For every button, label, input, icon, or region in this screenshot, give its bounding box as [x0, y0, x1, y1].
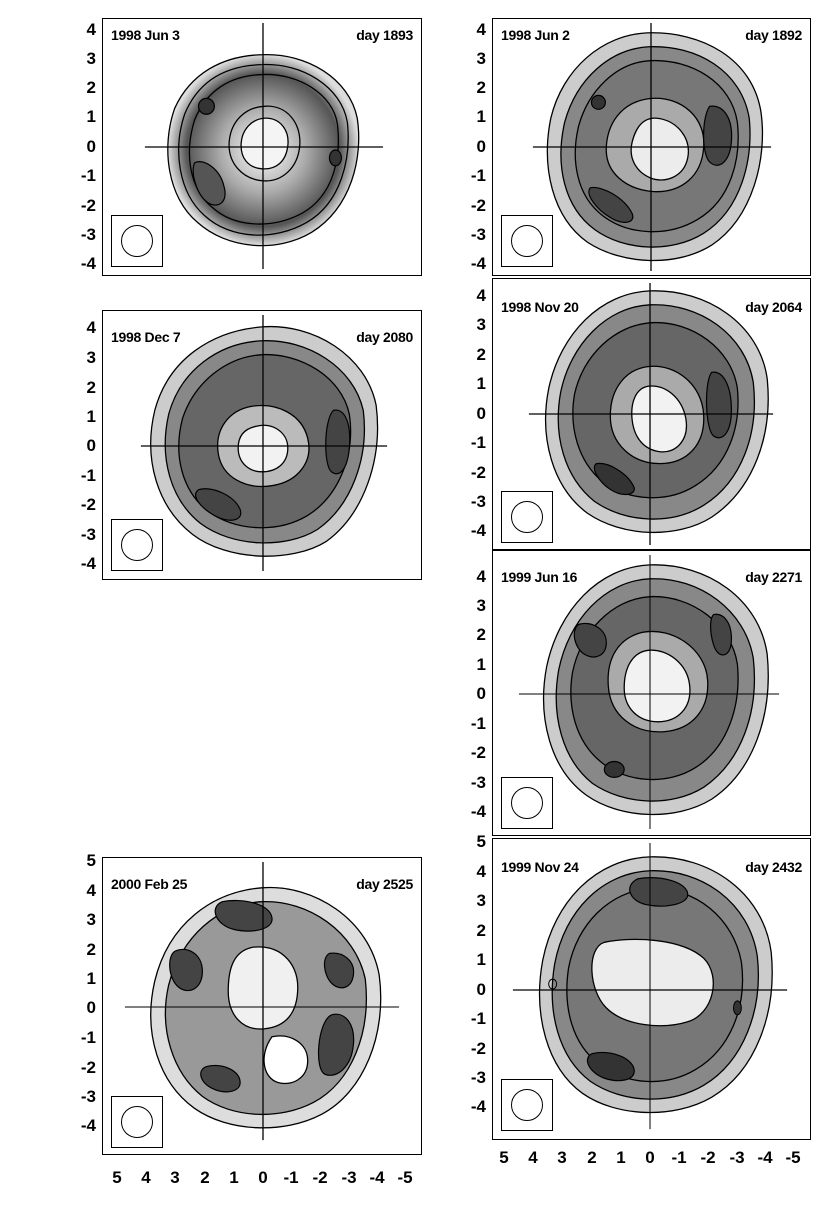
- y-tick: -3: [80, 525, 96, 544]
- day-label: day 2525: [356, 876, 413, 892]
- y-tick: -1: [470, 714, 486, 733]
- y-tick: -4: [470, 1097, 486, 1116]
- x-tick: 0: [258, 1168, 268, 1187]
- y-tick: -2: [470, 1039, 486, 1058]
- y-tick: -2: [470, 463, 486, 482]
- x-tick: -4: [757, 1148, 773, 1167]
- y-tick: -4: [80, 1116, 96, 1135]
- map-frame: [492, 18, 811, 276]
- x-tick: 4: [528, 1148, 538, 1167]
- date-label: 1998 Jun 3: [111, 27, 180, 43]
- day-label: day 2064: [745, 299, 802, 315]
- y-tick: 2: [86, 378, 96, 397]
- y-tick: 3: [86, 348, 96, 367]
- x-tick: -3: [341, 1168, 357, 1187]
- y-tick: -1: [470, 433, 486, 452]
- beam-box: [501, 215, 553, 267]
- y-tick: -1: [470, 166, 486, 185]
- x-tick: 1: [616, 1148, 626, 1167]
- y-tick: 0: [86, 998, 96, 1017]
- x-tick: 3: [557, 1148, 567, 1167]
- y-tick: 1: [476, 107, 486, 126]
- beam-box: [111, 519, 163, 571]
- y-tick: -1: [80, 1028, 96, 1047]
- y-tick: 3: [476, 49, 486, 68]
- x-tick: 1: [229, 1168, 239, 1187]
- y-tick: -2: [80, 1058, 96, 1077]
- y-tick: 3: [476, 891, 486, 910]
- y-tick: -2: [470, 743, 486, 762]
- x-tick: 4: [141, 1168, 151, 1187]
- y-tick: 4: [476, 567, 486, 586]
- y-tick: 4: [86, 318, 96, 337]
- beam-circle-icon: [511, 225, 543, 257]
- x-tick: 0: [645, 1148, 655, 1167]
- y-tick: -2: [80, 196, 96, 215]
- x-tick: -1: [283, 1168, 299, 1187]
- x-tick: 2: [200, 1168, 210, 1187]
- x-tick: -4: [369, 1168, 385, 1187]
- y-tick: -4: [470, 802, 486, 821]
- map-frame: [492, 278, 811, 550]
- y-tick: 0: [86, 137, 96, 156]
- beam-box: [111, 215, 163, 267]
- beam-box: [501, 491, 553, 543]
- y-tick: 4: [86, 881, 96, 900]
- map-frame: [102, 857, 422, 1155]
- day-label: day 2432: [745, 859, 802, 875]
- y-tick: 2: [476, 625, 486, 644]
- x-tick: 2: [587, 1148, 597, 1167]
- y-tick: -1: [80, 466, 96, 485]
- map-frame: [102, 18, 422, 276]
- beam-circle-icon: [121, 529, 153, 561]
- x-tick: -5: [785, 1148, 801, 1167]
- date-label: 1998 Jun 2: [501, 27, 570, 43]
- map-frame: [492, 838, 811, 1140]
- y-tick: 2: [476, 78, 486, 97]
- y-tick: 0: [476, 137, 486, 156]
- y-tick: -3: [80, 1087, 96, 1106]
- beam-circle-icon: [511, 787, 543, 819]
- y-tick: 3: [476, 596, 486, 615]
- day-label: day 2080: [356, 329, 413, 345]
- y-tick: 5: [86, 851, 96, 870]
- y-tick: 2: [86, 940, 96, 959]
- x-tick: -5: [397, 1168, 413, 1187]
- beam-box: [111, 1096, 163, 1148]
- y-tick: -4: [470, 521, 486, 540]
- x-tick: 5: [112, 1168, 122, 1187]
- y-tick: -3: [80, 225, 96, 244]
- x-tick: 5: [499, 1148, 509, 1167]
- y-tick: 4: [86, 20, 96, 39]
- y-tick: 2: [476, 345, 486, 364]
- x-tick: -1: [671, 1148, 687, 1167]
- beam-circle-icon: [511, 501, 543, 533]
- y-tick: 1: [476, 374, 486, 393]
- y-tick: -3: [470, 1068, 486, 1087]
- y-tick: 3: [476, 315, 486, 334]
- y-tick: 0: [476, 404, 486, 423]
- y-tick: 0: [476, 980, 486, 999]
- y-tick: 1: [476, 950, 486, 969]
- date-label: 2000 Feb 25: [111, 876, 188, 892]
- x-tick: -2: [700, 1148, 716, 1167]
- y-tick: 1: [86, 107, 96, 126]
- y-tick: 3: [86, 49, 96, 68]
- date-label: 1999 Nov 24: [501, 859, 579, 875]
- day-label: day 2271: [745, 569, 802, 585]
- y-tick: 4: [476, 862, 486, 881]
- beam-circle-icon: [511, 1089, 543, 1121]
- y-tick: -2: [470, 196, 486, 215]
- y-tick: -3: [470, 773, 486, 792]
- map-frame: [492, 550, 811, 836]
- y-tick: 1: [86, 407, 96, 426]
- y-tick: -1: [470, 1009, 486, 1028]
- beam-box: [501, 777, 553, 829]
- beam-box: [501, 1079, 553, 1131]
- y-tick: -1: [80, 166, 96, 185]
- y-tick: 4: [476, 286, 486, 305]
- y-tick: -4: [80, 254, 96, 273]
- y-tick: 5: [476, 832, 486, 851]
- y-tick: -4: [80, 554, 96, 573]
- y-tick: 3: [86, 910, 96, 929]
- y-tick: -4: [470, 254, 486, 273]
- y-tick: -2: [80, 495, 96, 514]
- x-tick: -2: [312, 1168, 328, 1187]
- date-label: 1998 Nov 20: [501, 299, 579, 315]
- beam-circle-icon: [121, 225, 153, 257]
- y-tick: -3: [470, 225, 486, 244]
- date-label: 1998 Dec 7: [111, 329, 181, 345]
- day-label: day 1893: [356, 27, 413, 43]
- x-tick: 3: [170, 1168, 180, 1187]
- y-tick: 1: [476, 655, 486, 674]
- date-label: 1999 Jun 16: [501, 569, 578, 585]
- y-tick: 0: [86, 436, 96, 455]
- y-tick: 1: [86, 969, 96, 988]
- y-tick: 2: [476, 921, 486, 940]
- y-tick: 2: [86, 78, 96, 97]
- map-frame: [102, 310, 422, 580]
- y-tick: -3: [470, 492, 486, 511]
- day-label: day 1892: [745, 27, 802, 43]
- x-tick: -3: [729, 1148, 745, 1167]
- y-tick: 0: [476, 684, 486, 703]
- beam-circle-icon: [121, 1106, 153, 1138]
- y-tick: 4: [476, 20, 486, 39]
